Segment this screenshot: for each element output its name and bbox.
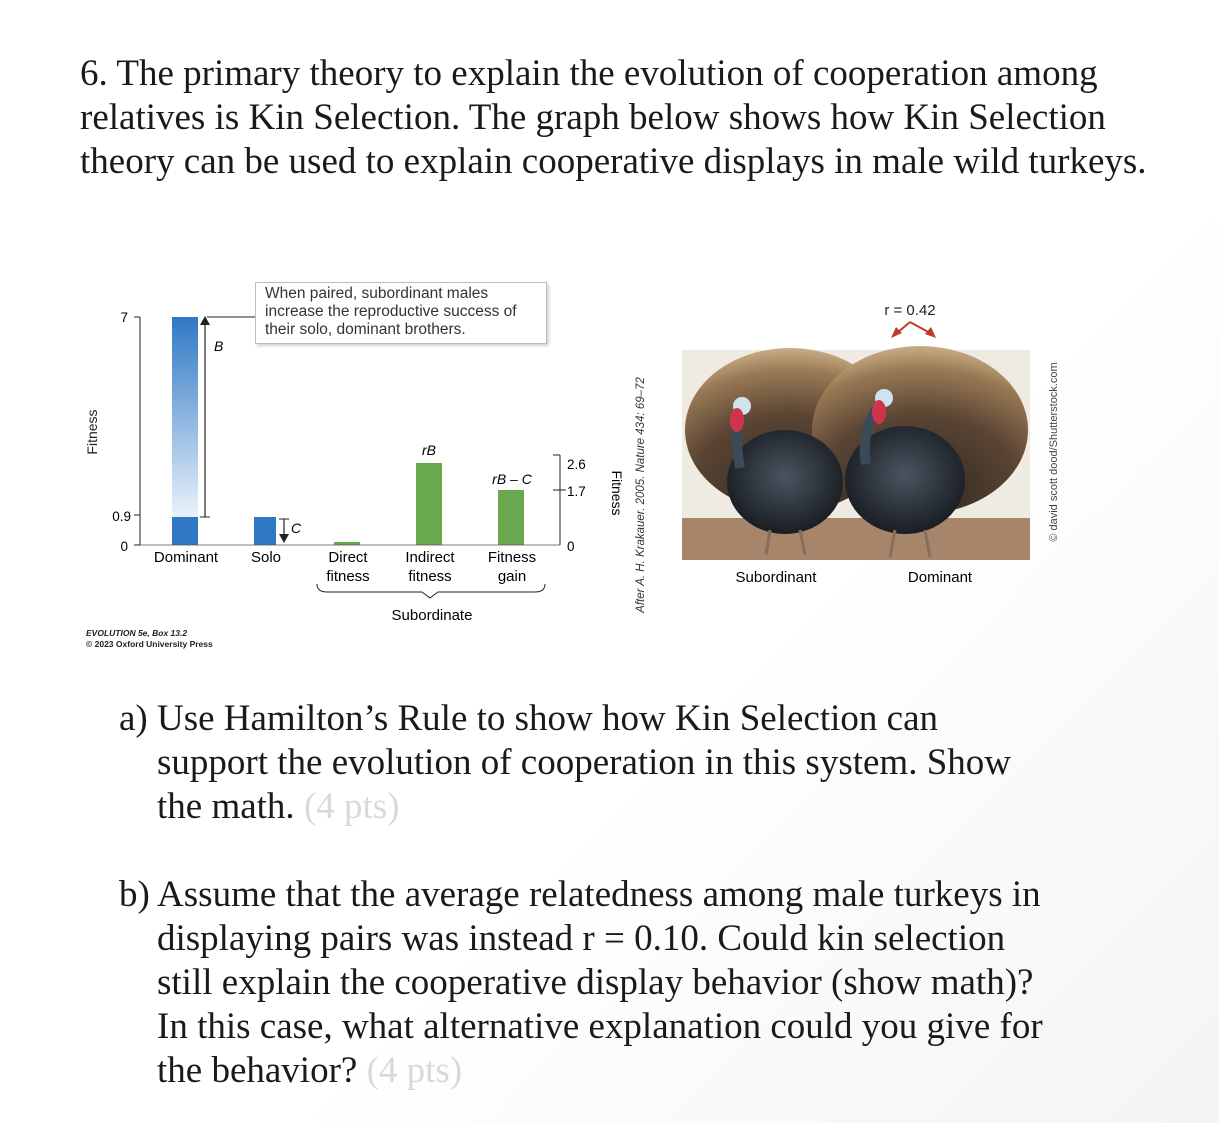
label-rB-minus-C: rB – C <box>492 471 532 487</box>
callout-box: When paired, subordinant males increase the reproductive success of their solo, dominant brothers. <box>255 282 547 344</box>
left-tick-0-9: 0.9 <box>112 509 131 524</box>
label-C: C <box>291 520 302 536</box>
photo-copyright: © david scott dood/Shutterstock.com <box>1048 362 1060 542</box>
part-a <box>119 697 1011 829</box>
label-B: B <box>214 338 224 354</box>
part-b-points: (4 pts) <box>366 1050 463 1091</box>
part-b-label: b) <box>119 874 150 915</box>
part-a-line3: the math. <box>157 786 295 827</box>
bar-dominant <box>172 317 198 517</box>
right-tick-0: 0 <box>567 539 575 554</box>
group-subordinate: Subordinate <box>391 607 473 624</box>
figure-credit <box>86 628 213 650</box>
cat-direct-1: Direct <box>328 549 368 566</box>
turkey-photo <box>682 346 1030 560</box>
part-a-label: a) <box>119 698 148 739</box>
label-rB: rB <box>422 442 436 458</box>
bar-dominant-base <box>172 517 198 545</box>
question-number: 6. <box>80 53 108 94</box>
right-tick-2-6: 2.6 <box>567 457 586 472</box>
credit-book: EVOLUTION 5e, Box 13.2 <box>86 628 188 638</box>
bar-fitness-gain <box>498 490 524 545</box>
photo-label-subordinant: Subordinant <box>735 569 817 586</box>
part-b-line1: Assume that the average relatedness among male turkeys in <box>157 874 1041 915</box>
part-b-line4: In this case, what alternative explanation could you give for <box>157 1006 1043 1047</box>
cat-gain-2: gain <box>497 568 527 585</box>
source-credit: After A. H. Krakauer. 2005. Nature 434: 69–72 <box>635 377 647 613</box>
right-tick-1-7: 1.7 <box>567 484 586 499</box>
left-axis-label: Fitness <box>84 409 100 455</box>
left-tick-7: 7 <box>120 310 128 325</box>
credit-publisher: © 2023 Oxford University Press <box>86 639 213 649</box>
figure <box>0 270 1219 670</box>
part-b-line2: displaying pairs was instead r = 0.10. Could kin selection <box>157 918 1006 959</box>
bar-solo <box>254 517 276 545</box>
cat-dominant: Dominant <box>153 549 219 566</box>
cat-indirect-2: fitness <box>408 568 452 585</box>
kin-selection-chart <box>0 270 1219 670</box>
relatedness-label: r = 0.42 <box>884 302 936 319</box>
photo-label-dominant: Dominant <box>907 569 973 586</box>
cat-gain-1: Fitness <box>487 549 537 566</box>
part-a-line2: support the evolution of cooperation in this system. Show <box>157 742 1011 783</box>
bar-indirect-fitness <box>416 463 442 545</box>
cat-indirect-1: Indirect <box>405 549 455 566</box>
right-axis-label: Fitness <box>609 470 625 516</box>
part-b-line5: the behavior? <box>157 1050 358 1091</box>
part-b-line3: still explain the cooperative display behavior (show math)? <box>157 962 1034 1003</box>
bar-direct-fitness <box>334 542 360 545</box>
question-text <box>80 52 1160 184</box>
part-a-line1: Use Hamilton’s Rule to show how Kin Selection can <box>157 698 939 739</box>
left-tick-0: 0 <box>120 539 128 554</box>
cat-direct-2: fitness <box>326 568 370 585</box>
part-b <box>119 873 1043 1093</box>
part-a-points: (4 pts) <box>303 786 400 827</box>
cat-solo: Solo <box>250 549 282 566</box>
question-body: The primary theory to explain the evolution of cooperation among relatives is Kin Selection. The graph below shows how Kin Selection theory can be used to explain cooperative displays in male wild turkeys. <box>80 53 1147 182</box>
